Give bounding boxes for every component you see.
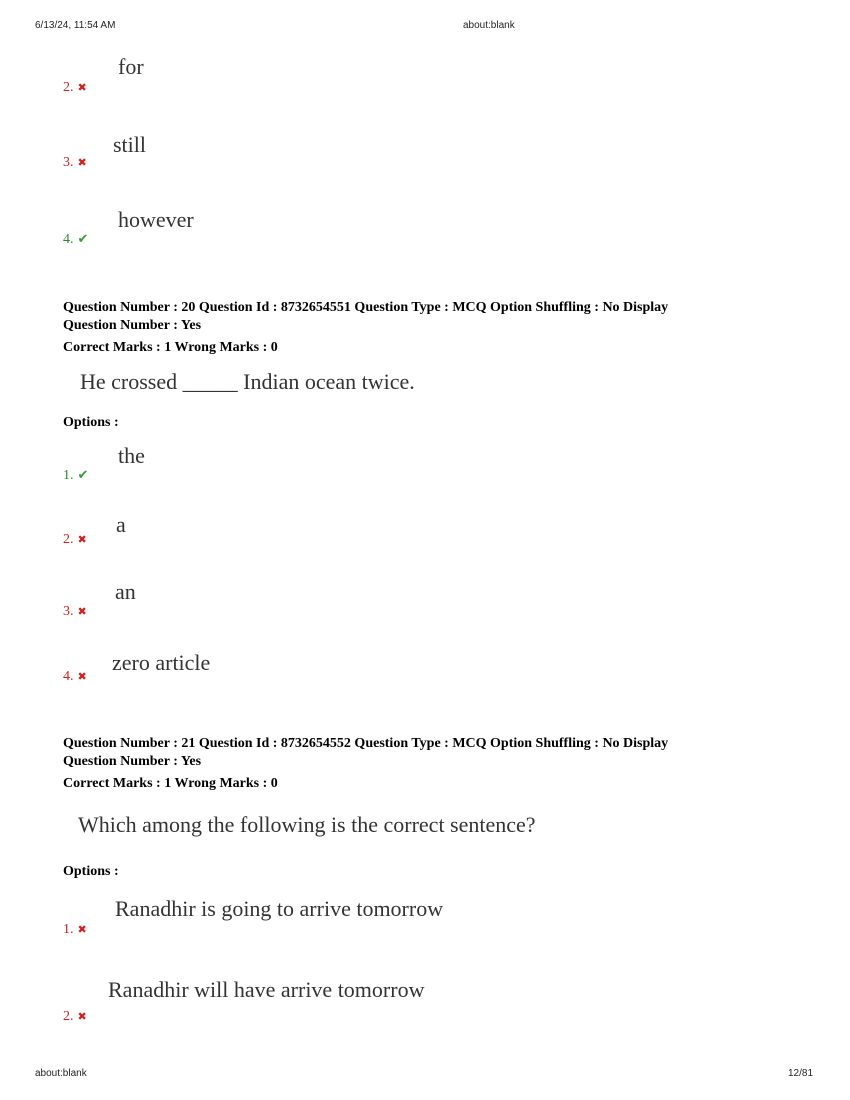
- print-title: about:blank: [463, 20, 515, 31]
- option-number: 2. ✖: [63, 532, 87, 547]
- cross-icon: ✖: [77, 605, 87, 618]
- options-label: Options :: [63, 415, 119, 430]
- option-text: Ranadhir will have arrive tomorrow: [108, 977, 425, 1002]
- question-text: Which among the following is the correct sentence?: [78, 812, 536, 837]
- question-marks: Correct Marks : 1 Wrong Marks : 0: [63, 776, 278, 791]
- cross-icon: ✖: [77, 81, 87, 94]
- check-icon: ✔: [77, 468, 89, 483]
- print-datetime: 6/13/24, 11:54 AM: [35, 20, 116, 31]
- cross-icon: ✖: [77, 533, 87, 546]
- question-meta-cont: Question Number : Yes: [63, 318, 202, 333]
- option-number: 4. ✖: [63, 669, 87, 684]
- option-number: 2. ✖: [63, 80, 87, 95]
- option-number: 1. ✔: [63, 468, 89, 483]
- option-number: 3. ✖: [63, 604, 87, 619]
- cross-icon: ✖: [77, 156, 87, 169]
- question-text: He crossed _____ Indian ocean twice.: [80, 369, 415, 394]
- page-number: 12/81: [788, 1068, 814, 1079]
- cross-icon: ✖: [77, 1010, 87, 1023]
- question-meta: Question Number : 20 Question Id : 8732654551 Question Type : MCQ Option Shuffling : No Display: [63, 300, 669, 315]
- option-text: however: [118, 207, 194, 232]
- options-label: Options :: [63, 864, 119, 879]
- option-number: 1. ✖: [63, 922, 87, 937]
- check-icon: ✔: [77, 232, 89, 247]
- option-text: an: [115, 579, 136, 604]
- option-number: 4. ✔: [63, 232, 89, 247]
- option-text: zero article: [112, 650, 211, 675]
- option-text: Ranadhir is going to arrive tomorrow: [115, 896, 444, 921]
- cross-icon: ✖: [77, 923, 87, 936]
- print-footer-url: about:blank: [35, 1068, 87, 1079]
- option-text: for: [118, 54, 144, 79]
- option-number: 2. ✖: [63, 1009, 87, 1024]
- option-text: a: [116, 512, 126, 537]
- cross-icon: ✖: [77, 670, 87, 683]
- question-marks: Correct Marks : 1 Wrong Marks : 0: [63, 340, 278, 355]
- question-meta-cont: Question Number : Yes: [63, 754, 202, 769]
- question-meta: Question Number : 21 Question Id : 8732654552 Question Type : MCQ Option Shuffling : No Display: [63, 736, 669, 751]
- option-number: 3. ✖: [63, 155, 87, 170]
- option-text: the: [118, 443, 145, 468]
- option-text: still: [113, 132, 147, 157]
